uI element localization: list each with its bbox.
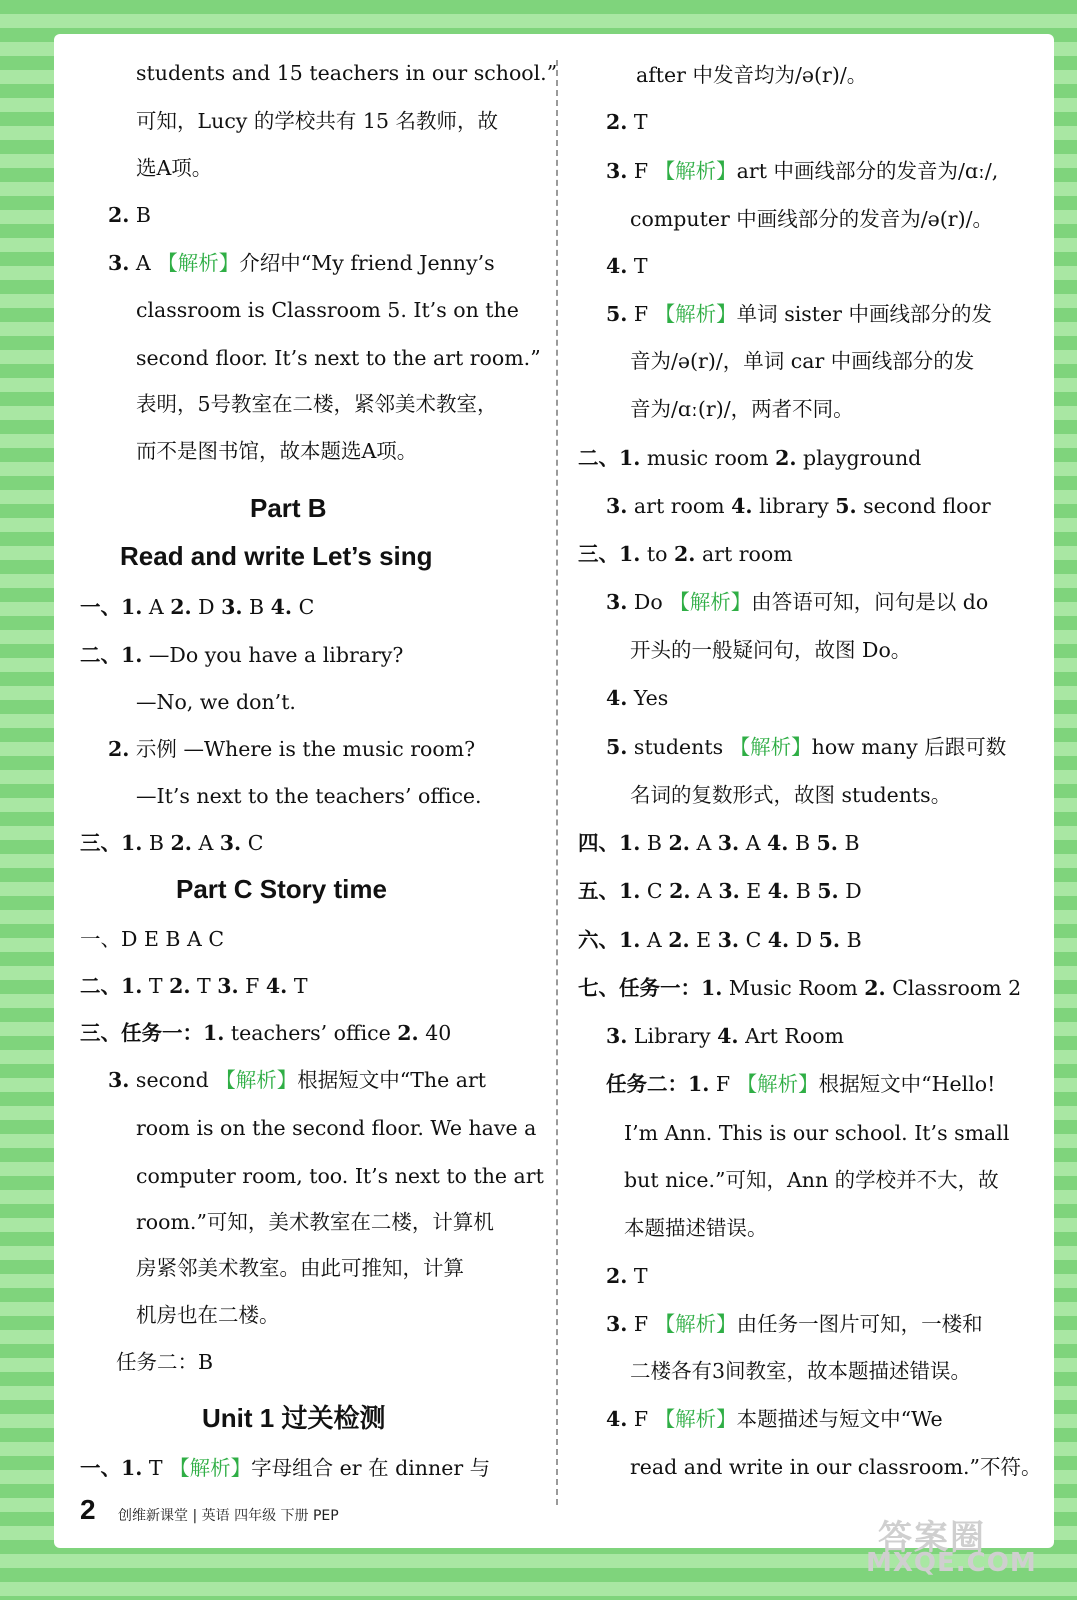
answer-text: 3. (606, 159, 628, 183)
answer-text: 4. (767, 879, 790, 903)
answer-text: students and 15 teachers in our school.” (136, 61, 558, 85)
answer-text: A (191, 831, 220, 855)
answer-text: T (190, 974, 218, 998)
answer-text: 3. (606, 590, 628, 614)
answer-text: 2. (606, 110, 628, 134)
answer-text: F (627, 1407, 655, 1431)
page-number: 2 (80, 1494, 96, 1525)
answer-text: Library (627, 1024, 718, 1048)
answer-text: 40 (418, 1021, 452, 1045)
answer-text: 3. (606, 1312, 628, 1336)
analysis-tag: 【解析】 (654, 1407, 737, 1431)
answer-text: —It’s next to the teachers’ office. (136, 784, 482, 808)
answer-text: 5. (835, 494, 857, 518)
answer-text: B (129, 203, 151, 227)
answer-text: 任务二：1. (606, 1072, 710, 1096)
section-heading: Part C Story time (176, 874, 387, 904)
answer-text: 单词 sister 中画线部分的发 (736, 302, 992, 326)
answer-text: 而不是图书馆，故本题选A项。 (136, 439, 418, 463)
answer-text: T (142, 1456, 170, 1480)
answer-text: A (690, 879, 719, 903)
answer-text: classroom is Classroom 5. It’s on the (136, 298, 519, 322)
answer-text: 3. (606, 494, 628, 518)
answer-text: 二、1. (80, 974, 143, 998)
answer-text: how many 后跟可数 (811, 735, 1007, 759)
answer-text: F (709, 1072, 737, 1096)
answer-text: playground (796, 446, 922, 470)
answer-text: B (242, 595, 271, 619)
answer-text: F (627, 302, 655, 326)
answer-text: E (739, 879, 768, 903)
answer-text: 选A项。 (136, 156, 213, 180)
answer-text: T (627, 110, 648, 134)
answer-text: T (287, 974, 308, 998)
answer-text: 四、1. (578, 831, 641, 855)
answer-text: 三、1. (578, 542, 641, 566)
answer-text: B (788, 831, 817, 855)
answer-text: 5. (606, 735, 628, 759)
answer-text: 2. (108, 203, 130, 227)
answer-text: 房紧邻美术教室。由此可推知，计算 (136, 1256, 464, 1280)
answer-text: 音为/ɑː(r)/，两者不同。 (630, 397, 854, 421)
answer-text: Classroom 2 (885, 976, 1022, 1000)
answer-text: Art Room (738, 1024, 844, 1048)
watermark (866, 1516, 1036, 1586)
answer-text: 根据短文中“The art (297, 1068, 487, 1092)
answer-text: 2. (170, 831, 192, 855)
answer-text: D (838, 879, 862, 903)
answer-text: 4. (606, 254, 628, 278)
answer-text: art room (627, 494, 732, 518)
answer-text: A (129, 251, 158, 275)
answer-text: 三、任务一：1. (80, 1021, 225, 1045)
answer-text: 一、1. (80, 595, 143, 619)
answer-text: read and write in our classroom.”不符。 (630, 1455, 1042, 1479)
answer-text: teachers’ office (224, 1021, 398, 1045)
answer-text: Yes (627, 686, 669, 710)
answer-text: 名词的复数形式，故图 students。 (630, 783, 952, 807)
answer-text: A (640, 928, 669, 952)
answer-text: F (627, 159, 655, 183)
answer-text: 4. (717, 1024, 739, 1048)
answer-text: —No, we don’t. (136, 690, 296, 714)
answer-text: 示例 —Where is the music room? (129, 737, 476, 761)
answer-text: 六、1. (578, 928, 641, 952)
answer-text: 一、D E B A C (80, 927, 225, 951)
answer-text: D (789, 928, 819, 952)
answer-text: F (627, 1312, 655, 1336)
answer-text: 4. (767, 928, 790, 952)
answer-text: 二楼各有3间教室，故本题描述错误。 (630, 1359, 972, 1383)
answer-text: 音为/ə(r)/，单词 car 中画线部分的发 (630, 349, 975, 373)
answer-text: T (142, 974, 170, 998)
answer-text: second floor. It’s next to the art room.” (136, 346, 541, 370)
answer-text: 开头的一般疑问句，故图 Do。 (630, 638, 912, 662)
answer-text: 3. (717, 928, 740, 952)
answer-text: T (627, 254, 648, 278)
answer-text: B (840, 928, 862, 952)
answer-text: 3. (217, 974, 239, 998)
answer-text: 5. (606, 302, 628, 326)
answer-text: 根据短文中“Hello! (818, 1072, 996, 1096)
answer-text: A (739, 831, 768, 855)
section-heading: Read and write Let’s sing (120, 541, 433, 571)
answer-text: 五、1. (578, 879, 641, 903)
answer-text: Do (627, 590, 670, 614)
answer-text: 5. (818, 928, 841, 952)
answer-text: 本题描述与短文中“We (736, 1407, 943, 1431)
answer-text: 任务二：B (116, 1350, 214, 1374)
answer-text: computer room, too. It’s next to the art (136, 1164, 544, 1188)
answer-text: C (640, 879, 670, 903)
answer-text: art 中画线部分的发音为/ɑː/, (736, 159, 999, 183)
analysis-tag: 【解析】 (654, 1312, 737, 1336)
answer-text: E (689, 928, 718, 952)
answer-text: C (739, 928, 768, 952)
analysis-tag: 【解析】 (729, 735, 812, 759)
answer-text: B (789, 879, 818, 903)
watermark-line2: MXQE.COM (866, 1548, 1037, 1578)
answer-text: 2. (775, 446, 797, 470)
answer-text: computer 中画线部分的发音为/ə(r)/。 (630, 207, 994, 231)
answer-text: F (238, 974, 266, 998)
answer-text: room.”可知，美术教室在二楼，计算机 (136, 1210, 494, 1234)
answer-text: 二、1. (578, 446, 641, 470)
answer-text: music room (640, 446, 776, 470)
answer-text: 3. (221, 595, 243, 619)
answer-text: B (142, 831, 171, 855)
answer-text: 由答语可知，问句是以 do (751, 590, 989, 614)
answer-text: 2. (169, 974, 191, 998)
footer-book-info: 创维新课堂 | 英语 四年级 下册 PEP (118, 1508, 339, 1524)
answer-text: 3. (219, 831, 242, 855)
answer-text: 2. (668, 928, 690, 952)
answer-text: students (627, 735, 730, 759)
answer-text: T (627, 1264, 648, 1288)
answer-text: 由任务一图片可知，一楼和 (736, 1312, 983, 1336)
answer-text: 一、1. (80, 1456, 143, 1480)
answer-text: 2. (669, 879, 691, 903)
answer-text: 2. (606, 1264, 628, 1288)
answer-text: C (241, 831, 264, 855)
answer-text: 二、1. (80, 643, 143, 667)
answer-text: D (191, 595, 222, 619)
answer-text: second floor (856, 494, 991, 518)
answer-text: 2. (108, 737, 130, 761)
answer-text: 可知，Lucy 的学校共有 15 名教师，故 (136, 109, 499, 133)
answer-text: 3. (717, 831, 740, 855)
analysis-tag: 【解析】 (157, 251, 240, 275)
answer-text: 2. (674, 542, 696, 566)
answer-text: 2. (397, 1021, 419, 1045)
answer-text: 表明，5号教室在二楼，紧邻美术教室， (136, 392, 498, 416)
answer-text: 3. (108, 251, 130, 275)
answer-text: 2. (668, 831, 690, 855)
answer-text: 4. (270, 595, 293, 619)
answer-text: 3. (718, 879, 740, 903)
answer-text: 字母组合 er 在 dinner 与 (251, 1456, 491, 1480)
analysis-tag: 【解析】 (669, 590, 752, 614)
answer-text: 4. (606, 1407, 628, 1431)
answer-text: room is on the second floor. We have a (136, 1116, 537, 1140)
answer-text: B (837, 831, 860, 855)
answer-text: C (292, 595, 315, 619)
answer-text: 4. (606, 686, 628, 710)
answer-text: library (752, 494, 836, 518)
answer-text: 2. (170, 595, 192, 619)
answer-text: 4. (265, 974, 288, 998)
section-heading: Unit 1 过关检测 (202, 1403, 386, 1433)
answer-text: 三、1. (80, 831, 143, 855)
answer-text: 5. (816, 831, 838, 855)
analysis-tag: 【解析】 (169, 1456, 252, 1480)
analysis-tag: 【解析】 (654, 302, 737, 326)
answer-text: I’m Ann. This is our school. It’s small (624, 1121, 1010, 1145)
answer-text: 5. (817, 879, 839, 903)
answer-text: 七、任务一：1. (578, 976, 723, 1000)
analysis-tag: 【解析】 (215, 1068, 298, 1092)
answer-text: to (640, 542, 675, 566)
analysis-tag: 【解析】 (736, 1072, 819, 1096)
answer-text: —Do you have a library? (142, 643, 404, 667)
answer-text: 本题描述错误。 (624, 1216, 768, 1240)
answer-text: 3. (606, 1024, 628, 1048)
answer-text: 2. (864, 976, 886, 1000)
answer-text: art room (695, 542, 793, 566)
answer-text: 4. (731, 494, 753, 518)
answer-text: A (142, 595, 171, 619)
section-heading: Part B (250, 493, 327, 523)
answer-text: 3. (108, 1068, 130, 1092)
answer-text: A (689, 831, 718, 855)
watermark-line1: 答案圈 (878, 1518, 986, 1558)
answer-text: but nice.”可知，Ann 的学校并不大，故 (624, 1168, 999, 1192)
analysis-tag: 【解析】 (654, 159, 737, 183)
answer-text: Music Room (722, 976, 865, 1000)
answer-text: after 中发音均为/ə(r)/。 (636, 63, 868, 87)
answer-text: 介绍中“My friend Jenny’s (239, 251, 495, 275)
answer-text: B (640, 831, 669, 855)
answer-text: second (129, 1068, 216, 1092)
answer-text: 4. (767, 831, 789, 855)
answer-text: 机房也在二楼。 (136, 1303, 280, 1327)
